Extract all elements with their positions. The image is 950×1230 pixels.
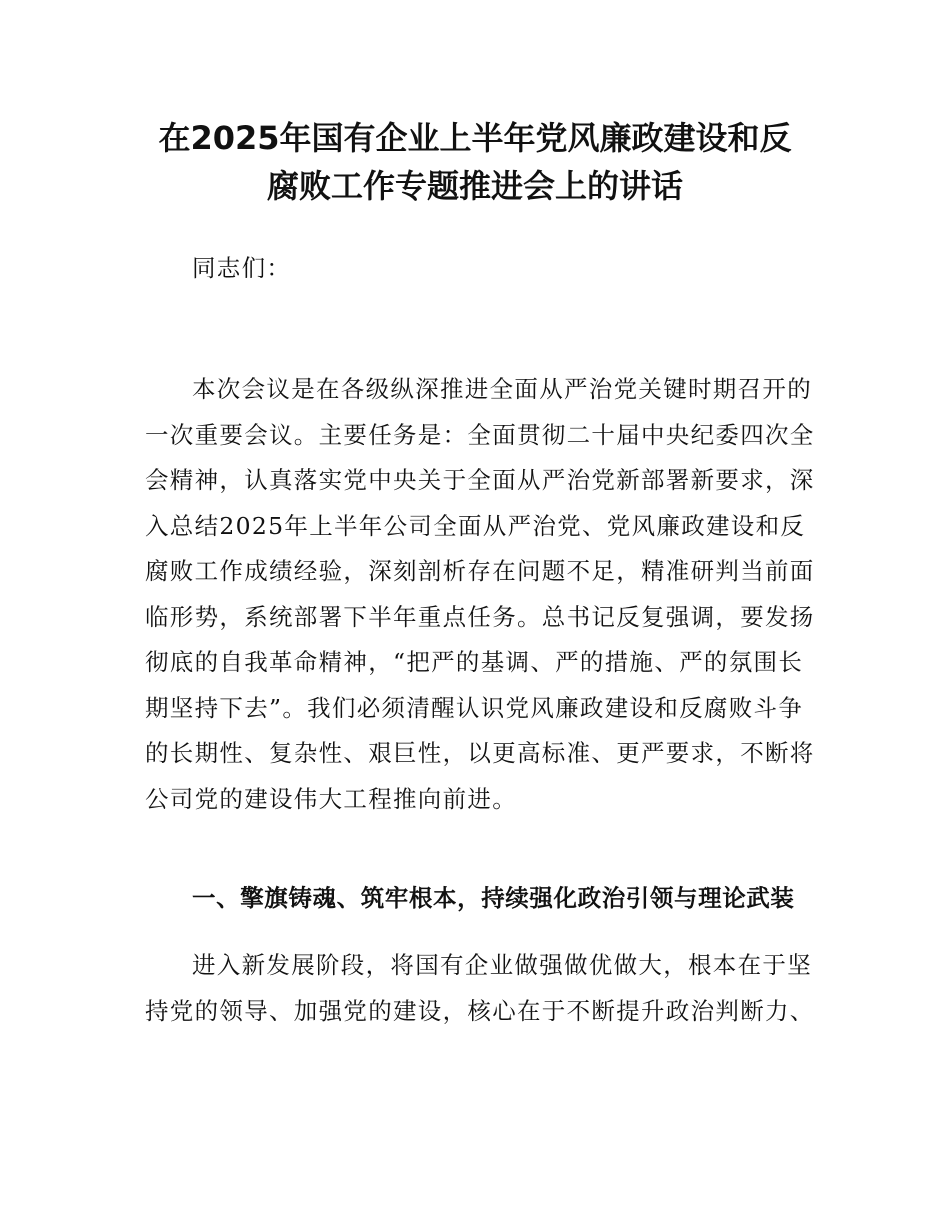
paragraph-line: 进入新发展阶段，将国有企业做强做优做大，根本在于坚 [192, 951, 812, 979]
paragraph-line: 持党的领导、加强党的建设，核心在于不断提升政治判断力、 [145, 996, 815, 1025]
paragraph-line: 会精神，认真落实党中央关于全面从严治党新部署新要求，深 [145, 466, 815, 494]
paragraph-2 [145, 943, 815, 1034]
paragraph-line: 临形势，系统部署下半年重点任务。总书记反复强调，要发扬 [145, 602, 815, 631]
paragraph-line: 公司党的建设伟大工程推向前进。 [145, 784, 517, 813]
title-line-2: 腐败工作专题推进会上的讲话 [266, 167, 683, 205]
paragraph-line: 期坚持下去”。我们必须清醒认识党风廉政建设和反腐败斗争 [145, 693, 804, 722]
salutation: 同志们： [192, 254, 292, 282]
section-heading: 一、擎旗铸魂、筑牢根本，持续强化政治引领与理论武装 [192, 884, 795, 912]
paragraph-line: 腐败工作成绩经验，深刻剖析存在问题不足，精准研判当前面 [145, 557, 815, 585]
paragraph-line: 一次重要会议。主要任务是：全面贯彻二十届中央纪委四次全 [145, 420, 815, 449]
paragraph-line: 彻底的自我革命精神，“把严的基调、严的措施、严的氛围长 [145, 648, 804, 676]
paragraph-line: 的长期性、复杂性、艰巨性，以更高标准、更严要求，不断将 [145, 739, 815, 767]
salutation-block [145, 246, 815, 292]
section-1-heading-block [145, 876, 815, 922]
paragraph-1 [145, 367, 815, 822]
title-line-1: 在2025年国有企业上半年党风廉政建设和反 [158, 119, 792, 157]
document-title [120, 114, 830, 210]
paragraph-line: 本次会议是在各级纵深推进全面从严治党关键时期召开的 [192, 375, 812, 403]
paragraph-line: 入总结2025年上半年公司全面从严治党、党风廉政建设和反 [145, 511, 806, 540]
